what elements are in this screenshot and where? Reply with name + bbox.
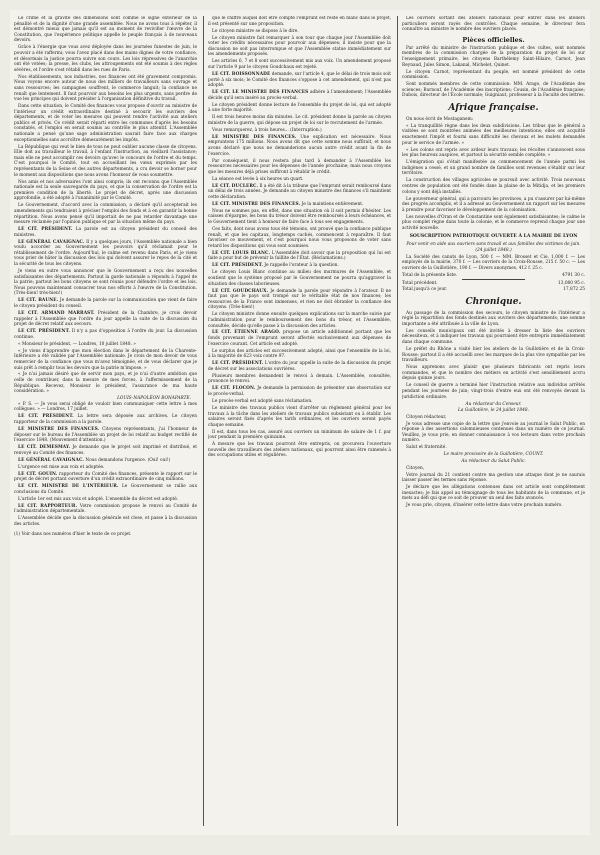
column-1 (14, 16, 197, 826)
paragraph (402, 16, 585, 33)
paragraph-text: « Les colons ont repris avec ardeur leurs travaux; les récoltes s'annoncent sous les plus heureux auspices, et partout la sécurité semble complète. » (402, 147, 585, 159)
paragraph (14, 497, 197, 503)
paragraph (402, 124, 585, 146)
paragraph (14, 203, 197, 225)
paragraph (208, 399, 391, 405)
section-heading: Chronique. (465, 296, 522, 307)
paragraph-text: Le citoyen Carnot, représentant du peuple, est nommé président de cette commission. (402, 69, 585, 81)
paragraph (208, 430, 391, 441)
paragraph-text: L'article 1er est mis aux voix et adopté. L'ensemble du décret est adopté. (18, 496, 179, 502)
paragraph (14, 516, 197, 527)
paragraph (208, 103, 391, 114)
paragraph (402, 311, 585, 328)
total-amount: 17,872 25 (563, 287, 585, 293)
paragraph-text: Le citoyen ministre se dispose à le dire. (212, 28, 299, 34)
paragraph (402, 473, 585, 484)
paragraph-text: rapporteur du Comité des finances, présente le rapport sur le projet de décret portant ouverture d'un crédit extraordinaire de cinq millions. (14, 471, 197, 483)
paragraph (14, 45, 197, 73)
paragraph-text: Je vous adresse une copie de la lettre que j'envoie au journal le Salut Public, en réponse à des assertions calomnieuses contenues dans un numéro de ce journal. Veuillez, je vous prie, en donner connaissance à vos lecteurs dans votre prochain numéro. (402, 421, 585, 444)
paragraph-text: Je déclare que les allégations contenues dans cet article sont complètement inexactes; je fais appel au témoignage de tous les habitants de la commune, et je mets au défi qui que ce soit de prouver un seul des faits avancés. (402, 485, 585, 502)
paragraph-text: Dans cette situation, le Comité des finances vous propose d'ouvrir au ministre de l'intérieur un crédit extraordinaire destiné à secourir les ouvriers des départements, et de voter les mesures qui peuvent rendre l'activité aux ateliers publics et privés. Ce crédit serait réparti entre les communes d'après les besoins constatés, et l'emploi en serait soumis au contrôle le plus attentif. L'Assemblée nationale a pensé qu'une sage administration saurait faire face aux charges exceptionnelles sans accroître démesurément les impôts. (14, 104, 197, 143)
paragraph-text: Il a été dit à la tribune que l'emprunt serait remboursé dans un délai de trois années. Je demande au citoyen ministre des finances s'il maintient cette déclaration. (208, 183, 391, 200)
paragraph (14, 227, 197, 238)
paragraph (208, 386, 391, 397)
paragraph-text: La parole est au citoyen président du conseil des ministres. (14, 227, 197, 238)
paragraph-text: Le citoyen Louis Blanc continue au milieu des murmures de l'Assemblée, et soutient que le système proposé par le Gouvernement ne pourra qu'aggraver la situation des classes laborieuses. (208, 270, 391, 287)
paragraph-text: Nos amis et nos adversaires l'ont ainsi compris; ils ont reconnu que l'Assemblée nationale est la seule sauvegarde du pays, et que la conservation de l'ordre est la première condition de la liberté. Le projet de décret, après une discussion approfondie, a été adopté à l'unanimité par le Comité. (14, 179, 197, 202)
newspaper-page (10, 10, 590, 835)
paragraph-text: Le conseil de guerre a terminé hier l'instruction relative aux individus arrêtés pendant les journées de juin; vingt-trois d'entre eux ont été renvoyés devant la juridiction ordinaire. (402, 383, 585, 400)
paragraph (14, 402, 197, 413)
paragraph (208, 209, 391, 226)
paragraph-text: Le surplus des articles est successivement adopté, ainsi que l'ensemble de la loi, à la majorité de 623 voix contre 97. (208, 348, 391, 360)
paragraph-text: Je demande la parole sur la communication que vient de faire le citoyen président du conseil. (14, 298, 197, 309)
paragraph (402, 117, 585, 123)
paragraph-text: Le ministre des travaux publics vient d'arrêter un règlement général pour les travaux à la tâche dans les ateliers de travaux publics subsistant ou à établir. Les salaires seront fixés d'après les tarifs ordinaires, et les ouvriers seront payés chaque semaine. (208, 405, 391, 428)
paragraph-text: L'Assemblée doit savoir que la proposition qui lui est faite a pour but de prévenir la faillite de l'État. (Réclamations.) (208, 250, 391, 262)
paragraph (14, 145, 197, 179)
paragraph-text: Les nouvelles d'Oran et de Constantine sont également satisfaisantes; le calme le plus complet règne dans toute la colonie, et le commerce reprend chaque jour une activité nouvelle. (402, 214, 585, 231)
paragraph-text: Le Gouvernement, d'accord avec la commission, a déclaré qu'il accepterait les amendements qui tendraient à préciser l'emploi des fonds et à en garantir la bonne répartition. Nous avons pensé qu'il importait de ne pas retarder davantage une mesure réclamée par l'opinion publique et par la situation même du pays. (14, 203, 197, 226)
paragraph-text: Je demande que le projet soit imprimé et distribué, et renvoyé au Comité des finances. (14, 445, 197, 456)
paragraph-text: propose un article additionnel portant que les fonds provenant de l'emprunt seront affectés exclusivement aux dépenses de l'exercice courant. Cet article est adopté. (208, 330, 391, 347)
paragraph-text: La Société des canuts de Lyon, 500 f. — MM. Brosset et Cie, 1,000 f. — Les employés de la mairie, 370 f. — Les ouvriers de la Croix-Rousse, 215 f. 50 c. — Les ouvriers de la Guillotière, 190 f. — Divers anonymes, 412 f. 25 c. (402, 254, 585, 271)
paragraph (208, 128, 391, 134)
paragraph-text: L'émigration qui s'était manifestée au commencement de l'année parmi les indigènes a cessé, et un grand nombre de familles sont revenues s'établir sur leur territoire. (402, 160, 585, 177)
paragraph (14, 427, 197, 444)
centered-line: La Guillotière, le 24 juillet 1848. (458, 408, 529, 414)
sum-rule (462, 279, 525, 280)
paragraph-text: Les articles 6, 7 et 8 sont successivement mis aux voix. Un amendement proposé sur l'article 9 par le citoyen Goudchaux est rejeté. (208, 59, 391, 70)
paragraph-text: Vous remarquerez, à trois heures... (Interruption.) (212, 127, 322, 133)
paragraph (14, 311, 197, 328)
paragraph (14, 484, 197, 495)
paragraph-text: Je la maintiens entièrement. (301, 201, 364, 207)
paragraph (14, 458, 197, 464)
paragraph-text: Je demande la permission de présenter une observation sur le procès-verbal. (208, 386, 391, 397)
paragraph-text: Je viens en outre vous annoncer que le Gouvernement a reçu des nouvelles satisfaisantes des départements. Partout la garde nationale a répondu à l'appel de la patrie; partout les bons citoyens se sont réunis pour défendre l'ordre et les lois. Nous pouvons maintenant consacrer tous nos efforts à l'œuvre de la Constitution. (Très-bien! très-bien!) (14, 269, 197, 297)
paragraph (208, 330, 391, 347)
paragraph-text: Le citoyen ministre donne ensuite quelques explications sur la marche suivie par l'administration pour le remboursement des bons du trésor, et l'Assemblée, consultée, décide qu'elle passe à la discussion des articles. (208, 312, 391, 329)
paragraph-text: « Monsieur le président, — Londres, 10 juillet 1848. » (18, 341, 136, 347)
speaker-name: LE CIT. PRÉSIDENT. (212, 361, 264, 367)
paragraph-text: Les ouvriers sortant des ateliers nationaux pour entrer dans les ateliers particuliers seront rayés des contrôles. Chaque semaine, le directeur fera connaître au ministre le nombre des ouvriers placés. (402, 16, 585, 33)
paragraph-text: Par arrêté du ministre de l'instruction publique et des cultes, sont nommés membres de la commission chargée de la préparation du projet de loi sur l'enseignement primaire, les citoyens Barthélemy Saint-Hilaire, Carnot, Jean Reynaud, Jules Simon, Lakanal, Michelet, Quinet. (402, 45, 585, 68)
speaker-name: LE CIT. PRÉSIDENT. (18, 414, 74, 420)
paragraph-text: « La tranquillité règne dans les deux subdivisions. Les tribus que le général a visitées se sont montrées animées des meilleures intentions; elles ont acquitté exactement l'impôt et fourni sans difficulté les chevaux et les mulets demandés pour le service de l'armée. » (402, 123, 585, 146)
paragraph-text: La République qui veut le bien de tous ne peut oublier aucune classe de citoyens. Elle doit au travailleur le travail, à l'enfant l'instruction, au vieillard l'assistance; mais elle ne peut accomplir ces devoirs qu'avec le concours de l'ordre et du temps. C'est pourquoi le Comité, tout en accueillant les vœux exprimés par les représentants de la Seine et des autres départements, a cru devoir se borner pour le moment aux dispositions que nous avons l'honneur de vous soumettre. (14, 144, 197, 178)
paragraph (208, 72, 391, 89)
paragraph-text: Ces faits, dont nous avons tous été témoins, ont prouvé que la confiance publique renaît, et que les capitaux, longtemps cachés, commencent à reparaître. Il faut favoriser ce mouvement, et c'est pourquoi nous vous proposons de voter sans retard les dispositions qui vous sont soumises. (208, 227, 391, 249)
paragraph (208, 374, 391, 385)
column-3 (402, 16, 585, 826)
speaker-name: LE CIT. FLOCON. (212, 386, 256, 392)
paragraph-text: Le Gouvernement se rallie aux conclusions du Comité. (14, 484, 197, 495)
centered-line: Au rédacteur du Salut Public. (461, 459, 526, 465)
speaker-name: LE MINISTRE DES FINANCES. (18, 427, 100, 432)
paragraph (14, 372, 197, 394)
paragraph (14, 16, 197, 44)
paragraph (208, 289, 391, 311)
paragraph (208, 312, 391, 329)
paragraph (402, 415, 585, 421)
speaker-name: LE CIT. LE MINISTRE DES FINANCES (212, 90, 309, 96)
paragraph-text: « Je viens d'apprendre que mon élection dans le département de la Charente-Inférieure a été validée par l'Assemblée nationale. Je crois de mon devoir de vous remercier de la confiance que vous m'avez témoignée, et de vous déclarer que je suis prêt à remplir tous les devoirs que la patrie m'impose. » (14, 348, 197, 371)
paragraph-text: Une explication est nécessaire. Nous empruntons 175 millions. Nous avons dit que cette somme nous suffirait, et nous avons déclaré que nous ne demanderions aucun autre crédit avant la fin de l'exercice. (208, 134, 391, 157)
paragraph-text: « P. S. — Je vous serai obligé de vouloir bien communiquer cette lettre à mes collègues. » — Londres, 17 juillet. (14, 401, 197, 413)
speaker-name: LE CIT. GOUDCHAUX. (212, 288, 269, 294)
paragraph (402, 503, 585, 509)
paragraph (14, 414, 197, 425)
paragraph (402, 329, 585, 346)
paragraph-text: Je rappelle l'orateur à la question. (264, 263, 339, 269)
paragraph-text: Grâce à l'énergie que vous avez déployée dans les journées funestes de juin, le pouvoir a été raffermi; vous l'avez placé dans des mains dignes de votre confiance, et désormais la justice pourra suivre son cours. Les lois répressives de l'anarchie ont été votées; la presse, les clubs, les attroupements ont été soumis à des règles sévères, et l'ordre s'est rétabli dans les rues de Paris. (14, 45, 197, 73)
paragraph (208, 227, 391, 249)
column-2 (208, 16, 391, 826)
paragraph-text: L'urgence est mise aux voix et adoptée. (18, 464, 105, 470)
speaker-name: LE GÉNÉRAL CAVAIGNAC. (18, 457, 85, 463)
paragraph (208, 159, 391, 176)
footnote: (1) Voir dans nos numéros d'hier le texte de ce projet. (14, 531, 132, 537)
paragraph (14, 342, 197, 348)
paragraph (402, 383, 585, 400)
paragraph (14, 298, 197, 309)
paragraph (208, 36, 391, 58)
centered-line: Pour venir en aide aux ouvriers sans travail et aux familles des victimes de juin. (406, 241, 581, 247)
speaker-name: LE CIT. PRÉSIDENT. (18, 329, 70, 335)
column-divider (397, 16, 398, 826)
paragraph-text: demande, sur l'article 4, que le délai de trois mois soit porté à six mois; le Comité des finances s'oppose à cet amendement, qui n'est pas adopté. (208, 71, 391, 89)
paragraph-text: Les conseils municipaux ont été invités à dresser la liste des ouvriers nécessiteux, et à indiquer les travaux qui pourraient être entrepris immédiatement dans chaque commune. (402, 328, 585, 346)
paragraph (14, 240, 197, 268)
paragraph (208, 16, 391, 27)
speaker-name: LE CIT. GOUIN. (18, 471, 58, 477)
paragraph-text: Il n'y a pas d'opposition à l'ordre du jour. La discussion continue. (14, 329, 197, 340)
paragraph (402, 255, 585, 272)
paragraph (402, 347, 585, 364)
speaker-name: LE CIT. ÉTIENNE ARAGO. (212, 330, 281, 336)
paragraph (208, 406, 391, 428)
paragraph (208, 349, 391, 360)
paragraph-text: On nous écrit de Mostaganem: (406, 116, 474, 122)
signature-line: LOUIS-NAPOLÉON BONAPARTE. (117, 396, 191, 402)
paragraph (402, 445, 585, 451)
paragraph-text: Nous ne sommes pas, en effet, dans une situation où il soit permis d'hésiter. Les caisses d'épargne, les bons du trésor doivent être remboursés à leurs échéances, et le Gouvernement tient à honneur de faire face à tous ses engagements. (208, 208, 391, 226)
paragraph (208, 115, 391, 126)
paragraph (402, 215, 585, 232)
speaker-name: LE CIT. PRÉSIDENT. (212, 263, 263, 269)
speaker-name: LE CIT. RAPPORTEUR. (18, 503, 78, 509)
paragraph (208, 442, 391, 459)
paragraph (402, 485, 585, 502)
paragraph-text: Salut et fraternité. (406, 445, 447, 451)
paragraph (402, 197, 585, 214)
paragraph-text: Le préfet du Rhône a visité hier les ateliers de la Guillotière et de la Croix-Rousse; partout il a été accueilli avec les marques de la plus vive sympathie par les travailleurs. (402, 347, 585, 364)
paragraph (208, 135, 391, 157)
paragraph-text: Citoyen, (406, 465, 425, 471)
paragraph-text: Le citoyen président donne lecture de l'ensemble du projet de loi, qui est adopté à une forte majorité. (208, 102, 391, 114)
paragraph (402, 46, 585, 68)
paragraph-text: adhère à l'amendement; l'Assemblée décide qu'il sera inséré au procès-verbal. (208, 90, 391, 101)
speaker-name: LE CIT. MINISTRE DES FINANCES. (212, 201, 301, 207)
paragraph-text: Nos établissements, nos industries, nos finances ont été gravement compromis. Nous voyons encore autour de nous des milliers de travailleurs sans ouvrage et sans ressources; les campagnes souffrent, le commerce languit; la confiance ne renaît que lentement. Il faut pourvoir aux besoins les plus urgents, sans perdre de vue les principes qui doivent présider à l'organisation définitive du travail. (14, 74, 197, 103)
speaker-name: LE MINISTRE DES FINANCES. (212, 134, 297, 140)
paragraph (402, 82, 585, 99)
subscription-total-row (402, 273, 585, 279)
paragraph-text: Je vous prie, citoyen, d'insérer cette lettre dans votre prochain numéro. (406, 503, 563, 509)
paragraph (208, 270, 391, 287)
total-label: Total précédent. (402, 281, 438, 287)
paragraph-text: Président de la Chambre, je crois devoir rappeler à l'Assemblée que l'ordre du jour appelle la suite de la discussion du projet de décret relatif aux secours. (14, 310, 197, 328)
centered-line: Le maire provisoire de la Guillotière, COUNT. (443, 452, 544, 458)
paragraph-text: Au passage de la commission des secours, le citoyen ministre de l'intérieur a réglé la répartition des fonds destinés aux ouvriers des départements; une somme importante a été attribuée à la ville de Lyon. (402, 310, 585, 327)
paragraph (402, 466, 585, 472)
section-heading: Pièces officielles. (462, 35, 525, 44)
column-divider (203, 16, 204, 826)
speaker-name: LE CIT. BOISSONNADE (212, 71, 271, 77)
paragraph-text: La séance est levée à six heures un quart. (212, 176, 304, 182)
speaker-name: LE CIT. BAUNE. (18, 298, 59, 304)
total-amount: 4791 30 c. (562, 272, 585, 278)
paragraph-text: Sont nommés membres de cette commission: MM. Arago, de l'Académie des sciences; Burnouf, de l'Académie des inscriptions; Cousin, de l'Académie française; Dubois, directeur de l'École normale; Guigniaut, professeur à la Faculté des lettres. (402, 82, 585, 99)
paragraph (208, 29, 391, 35)
speaker-name: LE CIT. MINISTRE DE L'INTÉRIEUR. (18, 484, 119, 490)
paragraph (208, 361, 391, 372)
paragraph (14, 75, 197, 103)
total-label: Total de la présente liste. (402, 272, 458, 278)
paragraph (14, 269, 197, 297)
paragraph (402, 70, 585, 81)
speaker-name: LE CIT. ARMAND MARRAST. (18, 310, 95, 316)
speaker-name: LE CIT. PRÉSIDENT. (18, 227, 73, 233)
paragraph (402, 422, 585, 444)
paragraph-text: La lettre sera déposée aux archives. Le citoyen rapporteur de la commission a la parole. (14, 414, 197, 426)
speaker-name: LE CIT. DEMESMAY. (18, 445, 71, 451)
section-heading: Afrique française. (448, 102, 539, 113)
paragraph-text: Le gouverneur général, qui a parcouru les provinces, a pu s'assurer par lui-même des progrès accomplis, et il a adressé au Gouvernement un rapport sur les mesures à prendre pour favoriser le développement de la colonisation. (402, 196, 585, 213)
paragraph-text: Votre commission propose le renvoi au Comité de l'administration départementale. (14, 503, 197, 515)
paragraph-text: L'Assemblée décide que la discussion générale est close, et passe à la discussion des articles. (14, 516, 197, 528)
speaker-name: LE GÉNÉRAL CAVAIGNAC. (18, 239, 85, 245)
paragraph (14, 465, 197, 471)
paragraph-text: La construction des villages agricoles se poursuit avec activité. Trois nouveaux centres de population ont été fondés dans la plaine de la Mitidja, et les premiers colons y sont déjà installés. (402, 178, 585, 195)
paragraph-text: Nous apprenons avec plaisir que plusieurs fabricants ont repris leurs commandes, et que le nombre des métiers en activité s'est sensiblement accru depuis quinze jours. (402, 365, 585, 382)
paragraph (208, 90, 391, 101)
paragraph-text: Par conséquent, il nous restera plus tard à demander à l'Assemblée les ressources nécessaires pour les dépenses de l'année prochaine; mais nous croyons que les mesures déjà prises suffiront à rétablir le crédit. (208, 158, 391, 175)
speaker-name: LE CIT. LOUIS BLANC. (212, 250, 271, 256)
paragraph-text: Il est, dans tous les cas, assuré aux ouvriers un minimum de salaire de 1 f. par jour pendant la première quinzaine. (208, 429, 391, 441)
paragraph-text: Il y a quelques jours, l'Assemblée nationale a bien voulu accorder au Gouvernement les pouvoirs qu'il réclamait pour le rétablissement de l'ordre. Aujourd'hui, le calme est revenu dans Paris, et je viens vous prier de hâter la discussion des lois qui doivent assurer le repos de la cité et la sécurité de tous les citoyens. (14, 239, 197, 268)
speaker-name: LE CIT. DUCLERC. (212, 183, 259, 189)
paragraph-text: Je demande la parole pour répondre à l'orateur. Il ne faut pas que le pays soit trompé sur le véritable état de nos finances; les ressources de la France sont immenses, et rien ne doit ébranler la confiance des citoyens. (Très-bien!) (208, 288, 391, 311)
paragraph (208, 177, 391, 183)
total-label: Total jusqu'à ce jour. (402, 287, 448, 293)
paragraph-text: L'ordre du jour appelle la suite de la discussion du projet de décret sur les associations ouvrières. (208, 361, 391, 372)
paragraph-text: Il est trois heures moins dix minutes. Le cit. président donne la parole au citoyen ministre de la guerre, qui dépose un projet de loi sur le recrutement de l'armée. (208, 115, 391, 126)
paragraph (14, 180, 197, 202)
paragraph (14, 504, 197, 515)
subscription-total-row (402, 287, 585, 293)
subheading: SOUSCRIPTION PATRIOTIQUE OUVERTE À LA MAIRIE DE LYON (409, 233, 578, 239)
paragraph (402, 160, 585, 177)
paragraph-text: Citoyen rédacteur, (406, 414, 447, 420)
paragraph (14, 104, 197, 143)
paragraph-text: que le chiffre auquel doit être compté l'emprunt est resté en blanc dans le projet, il est présenté sur une proposition. (208, 16, 391, 27)
centered-line: Au rédacteur du Censeur. (465, 401, 522, 407)
paragraph (14, 349, 197, 371)
paragraph (14, 472, 197, 483)
paragraph-text: « Je n'ai jamais désiré que de servir mon pays, et je n'ai d'autre ambition que celle de contribuer, dans la mesure de mes forces, à l'affermissement de la République. Recevez, Monsieur le président, l'assurance de ma haute considération. » (14, 372, 197, 395)
paragraph (14, 329, 197, 340)
paragraph-text: Le procès-verbal est adopté sans réclamation. (212, 398, 313, 404)
paragraph (208, 251, 391, 262)
paragraph-text: Citoyens représentants, j'ai l'honneur de déposer sur le bureau de l'Assemblée un projet de loi relatif au budget rectifié de l'exercice 1848. (Mouvement d'attention.) (14, 427, 197, 444)
paragraph (402, 148, 585, 159)
paragraph-text: À mesure que les travaux pourront être entrepris, on procurera l'ouverture nouvelle des travailleurs des ateliers nationaux, qui pourront ainsi être ramenés à des occupations utiles et régulières. (208, 442, 391, 459)
paragraph-text: Votre journal du 21 contient contre ma gestion une attaque dont je ne saurais laisser passer les termes sans réponse. (402, 472, 585, 484)
paragraph (208, 202, 391, 208)
paragraph-text: Le citoyen ministre fait remarquer à son tour que chaque jour l'Assemblée doit voter les crédits nécessaires pour pourvoir aux dépenses; il insiste pour que la discussion ne soit pas interrompue et que l'Assemblée statue immédiatement sur les amendements proposés. (208, 35, 391, 58)
paragraph (208, 263, 391, 269)
paragraph-text: Nous demandons l'urgence. (Oui! oui!) (85, 457, 171, 463)
paragraph (14, 445, 197, 456)
paragraph (402, 178, 585, 195)
total-amount: 13,080 95 c. (557, 281, 585, 287)
paragraph-text: Le crime et la gravité des dimensions sont comme le signe extérieur de la pénalité et de la dignité d'une grande assemblée. Nous ne avons tous à répéter, il est démontré mieux que jamais qu'il est au moment de revivifier l'œuvre de la Constitution, que l'expérience politique appelle le peuple français à de nouveaux devoirs. (14, 16, 197, 44)
paragraph-text: Plusieurs membres demandent le renvoi à demain. L'Assemblée, consultée, prononce le renvoi. (208, 373, 391, 385)
centered-line: (24 juillet 1848.) (475, 248, 512, 254)
paragraph (402, 365, 585, 382)
paragraph (208, 59, 391, 70)
paragraph (208, 184, 391, 201)
